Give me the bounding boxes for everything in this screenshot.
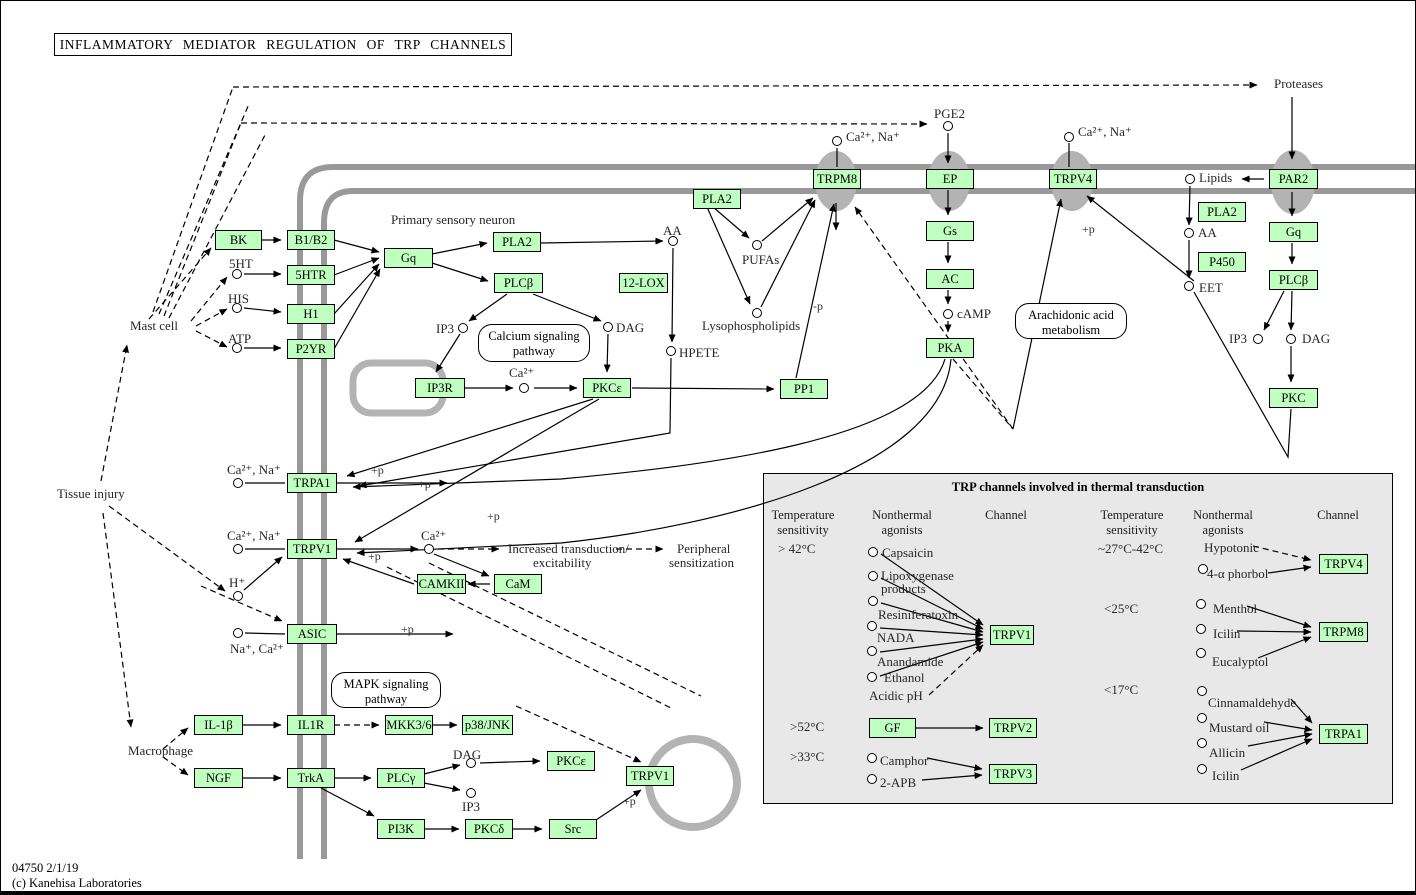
label-lysophospholipids: Lysophospholipids xyxy=(702,318,801,333)
legend-col-agonists-line1: agonists xyxy=(881,523,923,537)
compound-na-ca-asic-circle[interactable] xyxy=(233,628,243,638)
pathway-title: INFLAMMATORY MEDIATOR REGULATION OF TRP CHANNELS xyxy=(54,33,512,56)
compound-hpete-circle[interactable] xyxy=(666,346,676,356)
label-plus-p-5: +p xyxy=(401,622,414,636)
label-his: HIS xyxy=(228,291,249,306)
compound-aa-right-circle[interactable] xyxy=(1184,228,1194,238)
label-tissue-injury: Tissue injury xyxy=(57,486,125,501)
node-p38jnk[interactable]: p38/JNK xyxy=(462,715,513,735)
legend-lipoxygenase-circle[interactable] xyxy=(868,571,878,581)
node-pkce[interactable]: PKCε xyxy=(583,378,631,398)
legend-node-gf[interactable]: GF xyxy=(869,718,916,738)
compound-lysophospholipids-circle[interactable] xyxy=(752,308,762,318)
legend-title: TRP channels involved in thermal transduction xyxy=(951,480,1205,494)
label-peripheral-line1: Peripheral xyxy=(677,541,731,556)
link-calcium-signaling-pathway[interactable] xyxy=(478,324,590,362)
node-p2yr[interactable]: P2YR xyxy=(287,339,335,359)
legend-icilin-circle[interactable] xyxy=(1196,624,1206,634)
node-ac[interactable]: AC xyxy=(926,269,974,289)
node-trka[interactable]: TrkA xyxy=(287,768,335,788)
compound-dag-right-circle[interactable] xyxy=(1286,334,1296,344)
node-trpv1[interactable]: TRPV1 xyxy=(287,539,337,559)
link-arachidonic-line2: metabolism xyxy=(1041,323,1101,337)
label-ca-na-trpv4: Ca²⁺, Na⁺ xyxy=(1078,124,1132,139)
node-pkc[interactable]: PKC xyxy=(1269,388,1318,408)
legend-label-cinnamaldehyde: Cinnamaldehyde xyxy=(1208,695,1297,710)
compound-pufas-circle[interactable] xyxy=(752,240,762,250)
label-aa: AA xyxy=(663,223,682,238)
legend-col-temperature-1 xyxy=(753,508,853,538)
legend-label-anandamide: Anandamide xyxy=(877,654,944,669)
node-p450[interactable]: P450 xyxy=(1198,252,1246,272)
link-arachidonic-line1: Arachidonic acid xyxy=(1028,308,1114,322)
label-atp: ATP xyxy=(228,331,252,346)
label-eet: EET xyxy=(1199,280,1223,295)
legend-label-hypotonic: Hypotonic xyxy=(1204,540,1259,555)
node-il1b[interactable]: IL-1β xyxy=(194,715,243,735)
label-increased-transduction-line1: Increased transduction/ xyxy=(508,541,629,556)
legend-label-lipoxygenase-line1: Lipoxygenase xyxy=(881,568,954,583)
legend-allicin-circle[interactable] xyxy=(1197,738,1207,748)
node-pla2[interactable]: PLA2 xyxy=(493,232,541,252)
label-pge2: PGE2 xyxy=(934,106,966,121)
node-trpv1-vesicle[interactable]: TRPV1 xyxy=(626,766,674,786)
legend-mustard-oil-circle[interactable] xyxy=(1197,713,1207,723)
pathway-id-date: 04750 2/1/19 xyxy=(12,861,79,875)
legend-temp-gt33: >33°C xyxy=(790,749,825,764)
compound-dag-circle[interactable] xyxy=(603,322,613,332)
compound-ca-er-circle[interactable] xyxy=(519,383,529,393)
node-pka[interactable]: PKA xyxy=(926,338,974,358)
legend-label-ethanol: Ethanol xyxy=(884,670,925,685)
legend-camphor-circle[interactable] xyxy=(867,753,877,763)
label-ca-er: Ca²⁺ xyxy=(509,365,535,380)
node-cam[interactable]: CaM xyxy=(494,574,542,594)
label-ca-na-trpm8: Ca²⁺, Na⁺ xyxy=(846,129,900,144)
legend-label-acidic-ph: Acidic pH xyxy=(869,688,923,703)
label-ca-na-trpa1: Ca²⁺, Na⁺ xyxy=(227,462,281,477)
node-asic[interactable]: ASIC xyxy=(287,624,337,644)
compound-ca-na-trpm8-circle[interactable] xyxy=(832,136,842,146)
label-proteases: Proteases xyxy=(1274,76,1324,91)
label-ip3-right: IP3 xyxy=(1229,331,1248,346)
link-calcium-line1: Calcium signaling xyxy=(488,329,580,343)
legend-cinnamaldehyde-circle[interactable] xyxy=(1197,686,1207,696)
legend-label-2apb: 2-APB xyxy=(880,775,917,790)
legend-node-trpa1[interactable]: TRPA1 xyxy=(1319,724,1368,744)
label-aa-right: AA xyxy=(1198,225,1217,240)
legend-col-channel-2: Channel xyxy=(1317,508,1359,522)
compound-lipids-circle[interactable] xyxy=(1185,174,1195,184)
label-peripheral-line2: sensitization xyxy=(669,555,734,570)
legend-2apb-circle[interactable] xyxy=(867,774,877,784)
legend-label-eucalyptol: Eucalyptol xyxy=(1212,654,1269,669)
label-ca-na-trpv1: Ca²⁺, Na⁺ xyxy=(227,528,281,543)
legend-col-sensitivity-line2: sensitivity xyxy=(1106,523,1158,537)
legend-col-nonthermal-line2: Nonthermal xyxy=(1193,508,1253,522)
node-mkk36[interactable]: MKK3/6 xyxy=(385,715,433,735)
link-calcium-line2: pathway xyxy=(512,344,556,358)
node-pp1[interactable]: PP1 xyxy=(780,379,828,399)
compound-ca-influx-circle[interactable] xyxy=(424,544,434,554)
legend-col-agonists-line2: agonists xyxy=(1202,523,1244,537)
node-gq-right[interactable]: Gq xyxy=(1269,222,1318,242)
legend-temp-lt17: <17°C xyxy=(1104,682,1139,697)
legend-label-allicin: Allicin xyxy=(1209,745,1246,760)
legend-label-icilin2: Icilin xyxy=(1212,768,1240,783)
label-lipids: Lipids xyxy=(1199,170,1233,185)
node-trpa1[interactable]: TRPA1 xyxy=(287,473,337,493)
legend-col-nonthermal-line1: Nonthermal xyxy=(872,508,932,522)
legend-nada-circle[interactable] xyxy=(867,621,877,631)
label-hpete: HPETE xyxy=(679,345,720,360)
label-pufas: PUFAs xyxy=(742,252,780,267)
label-plus-p-4: +p xyxy=(368,549,381,563)
label-dag: DAG xyxy=(616,320,645,335)
copyright-notice: (c) Kanehisa Laboratories xyxy=(12,876,142,890)
legend-ethanol-circle[interactable] xyxy=(867,672,877,682)
label-ca-influx: Ca²⁺ xyxy=(421,528,447,543)
label-5ht: 5HT xyxy=(229,256,253,271)
label-increased-transduction-line2: excitability xyxy=(533,555,592,570)
legend-icilin2-circle[interactable] xyxy=(1197,764,1207,774)
legend-node-trpv3[interactable]: TRPV3 xyxy=(989,764,1037,784)
legend-label-nada: NADA xyxy=(877,630,915,645)
label-plus-p-2: +p xyxy=(418,477,431,491)
legend-col-channel-1: Channel xyxy=(985,508,1027,522)
legend-label-capsaicin: Capsaicin xyxy=(882,545,934,560)
legend-label-camphor: Camphor xyxy=(880,753,929,768)
legend-col-nonthermal-2 xyxy=(1173,508,1273,538)
node-5htr[interactable]: 5HTR xyxy=(287,265,335,285)
node-ep[interactable]: EP xyxy=(926,169,974,189)
compound-pge2-circle[interactable] xyxy=(943,121,953,131)
legend-label-menthol: Menthol xyxy=(1213,601,1258,616)
link-mapk-signaling-pathway[interactable] xyxy=(331,672,441,708)
legend-eucalyptol-circle[interactable] xyxy=(1196,648,1206,658)
compound-ca-na-trpv1-circle[interactable] xyxy=(233,544,243,554)
label-ip3-bottom: IP3 xyxy=(462,799,481,814)
legend-label-lipoxygenase-line2: products xyxy=(881,581,926,596)
label-dag-bottom: DAG xyxy=(453,747,482,762)
legend-menthol-circle[interactable] xyxy=(1196,599,1206,609)
compound-camp-circle[interactable] xyxy=(943,309,953,319)
node-trpv4[interactable]: TRPV4 xyxy=(1049,169,1097,189)
node-plcb-right[interactable]: PLCβ xyxy=(1269,270,1318,290)
label-h-plus: H⁺ xyxy=(229,575,246,590)
node-pkcd[interactable]: PKCδ xyxy=(465,819,513,839)
node-plcb[interactable]: PLCβ xyxy=(494,273,543,293)
compound-ca-na-trpa1-circle[interactable] xyxy=(233,478,243,488)
node-src[interactable]: Src xyxy=(549,819,597,839)
legend-capsaicin-circle[interactable] xyxy=(868,547,878,557)
legend-col-temperature-line2: Temperature xyxy=(1100,508,1164,522)
legend-temp-lt25: <25°C xyxy=(1104,601,1139,616)
node-ngf[interactable]: NGF xyxy=(194,768,243,788)
node-camkii[interactable]: CAMKII xyxy=(417,574,466,594)
legend-col-sensitivity-line1: sensitivity xyxy=(777,523,829,537)
label-minus-p: -p xyxy=(813,299,823,313)
node-plcg[interactable]: PLCγ xyxy=(377,768,425,788)
node-trpm8[interactable]: TRPM8 xyxy=(813,169,861,189)
label-macrophage: Macrophage xyxy=(128,743,193,758)
legend-anandamide-circle[interactable] xyxy=(867,646,877,656)
label-plus-p-3: +p xyxy=(487,509,500,523)
compound-ip3-right-circle[interactable] xyxy=(1253,334,1263,344)
label-ip3: IP3 xyxy=(436,321,455,336)
link-mapk-line1: MAPK signaling xyxy=(343,677,429,691)
legend-col-temperature-line1: Temperature xyxy=(771,508,835,522)
label-plus-p-6: +p xyxy=(623,794,636,808)
label-mast-cell: Mast cell xyxy=(130,318,179,333)
legend-temp-gt42: > 42°C xyxy=(778,541,816,556)
legend-label-mustard-oil: Mustard oil xyxy=(1209,720,1270,735)
legend-node-trpv2[interactable]: TRPV2 xyxy=(989,718,1037,738)
compound-ip3-circle[interactable] xyxy=(458,323,468,333)
node-pla2-membrane[interactable]: PLA2 xyxy=(693,189,741,209)
connector-lines-layer xyxy=(1,1,1416,895)
node-b1b2[interactable]: B1/B2 xyxy=(287,230,335,250)
node-bk[interactable]: BK xyxy=(215,230,262,250)
node-ip3r[interactable]: IP3R xyxy=(415,378,465,398)
legend-col-temperature-2 xyxy=(1082,508,1182,538)
node-par2[interactable]: PAR2 xyxy=(1269,169,1318,189)
node-pla2-right[interactable]: PLA2 xyxy=(1198,202,1246,222)
node-il1r[interactable]: IL1R xyxy=(287,715,335,735)
legend-label-phorbol: 4-α phorbol xyxy=(1207,566,1269,581)
label-dag-right: DAG xyxy=(1302,331,1331,346)
legend-node-trpm8[interactable]: TRPM8 xyxy=(1319,622,1368,642)
node-gs[interactable]: Gs xyxy=(926,221,974,241)
node-h1[interactable]: H1 xyxy=(287,304,335,324)
node-12lox[interactable]: 12-LOX xyxy=(619,273,668,293)
label-plus-p-7: +p xyxy=(1082,222,1095,236)
legend-label-icilin: Icilin xyxy=(1213,626,1241,641)
compound-ca-na-trpv4-circle[interactable] xyxy=(1064,132,1074,142)
label-plus-p-1: +p xyxy=(371,463,384,477)
label-primary-sensory-neuron: Primary sensory neuron xyxy=(391,212,516,227)
node-pi3k[interactable]: PI3K xyxy=(377,819,425,839)
legend-node-trpv1[interactable]: TRPV1 xyxy=(990,625,1034,645)
legend-temp-gt52: >52°C xyxy=(790,719,825,734)
node-gq[interactable]: Gq xyxy=(384,248,433,268)
compound-h-plus-circle[interactable] xyxy=(233,591,243,601)
label-camp: cAMP xyxy=(957,306,991,321)
legend-label-resiniferatoxin: Resiniferatoxin xyxy=(878,607,959,622)
compound-ip3-bottom-circle[interactable] xyxy=(466,788,476,798)
link-arachidonic-acid-metabolism[interactable] xyxy=(1015,303,1127,339)
link-mapk-line2: pathway xyxy=(364,692,408,706)
compound-eet-circle[interactable] xyxy=(1184,281,1194,291)
node-pkce-2[interactable]: PKCε xyxy=(547,751,595,771)
legend-resiniferatoxin-circle[interactable] xyxy=(868,596,878,606)
legend-temp-27-42: ~27°C-42°C xyxy=(1098,541,1164,556)
legend-node-trpv4[interactable]: TRPV4 xyxy=(1319,554,1368,574)
legend-col-nonthermal-1 xyxy=(852,508,952,538)
label-na-ca: Na⁺, Ca²⁺ xyxy=(230,641,284,656)
